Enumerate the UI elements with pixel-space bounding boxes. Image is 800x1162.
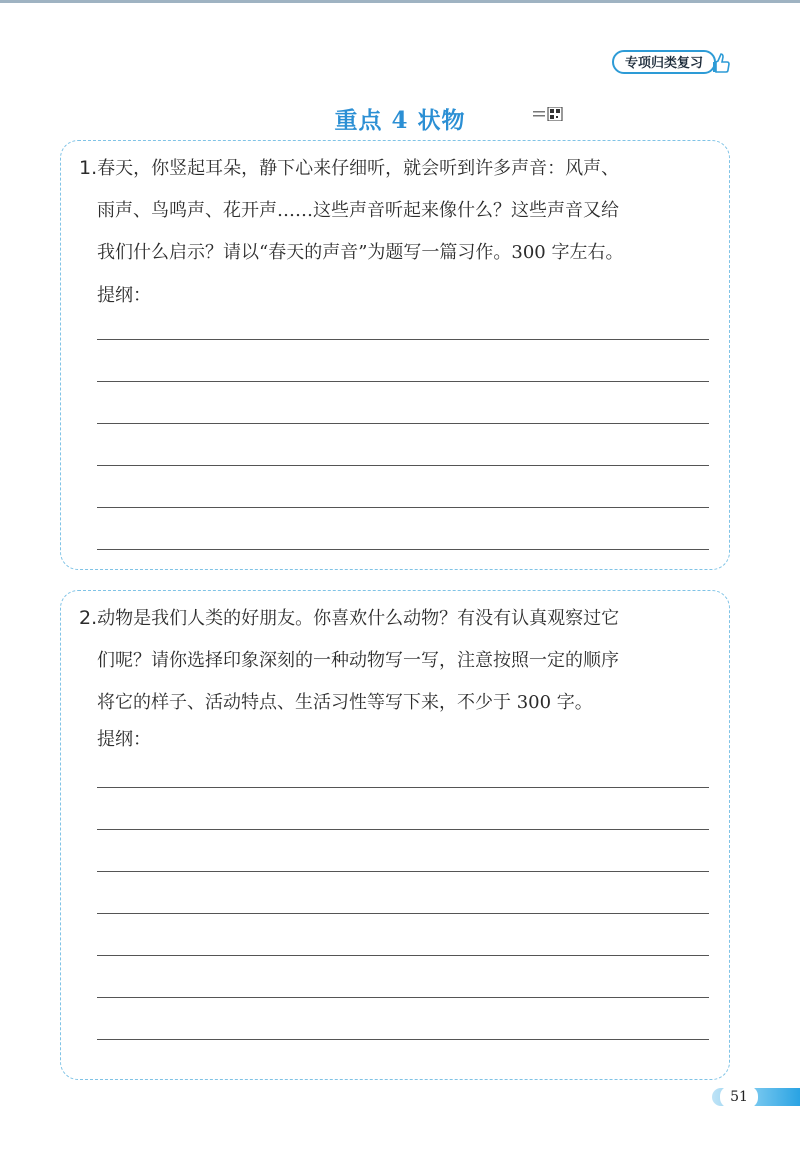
writing-line[interactable] [97,465,709,466]
question-1-outline-label: 提纲： [97,285,151,306]
writing-line[interactable] [97,339,709,340]
qr-code-icon [533,107,563,121]
writing-line[interactable] [97,549,709,550]
writing-line[interactable] [97,787,709,788]
writing-line[interactable] [97,871,709,872]
question-1-text [79,147,715,274]
question-2-box [60,590,730,1080]
question-2-line-3: 将它的样子、活动特点、生活习性等写下来，不少于 300 字。 [97,692,593,713]
section-tab: 专项归类复习 [612,50,716,74]
question-1-line-2: 雨声、鸟鸣声、花开声……这些声音听起来像什么？这些声音又给 [97,200,619,221]
writing-line[interactable] [97,829,709,830]
writing-line[interactable] [97,381,709,382]
writing-line[interactable] [97,997,709,998]
question-2-line-2: 们呢？请你选择印象深刻的一种动物写一写，注意按照一定的顺序 [97,650,619,671]
writing-line[interactable] [97,913,709,914]
question-2-line-1: 动物是我们人类的好朋友。你喜欢什么动物？有没有认真观察过它 [97,608,620,629]
question-1-box [60,140,730,570]
question-2-outline-label: 提纲： [97,729,151,750]
question-1-number: 1. [79,157,98,179]
page-number: 51 [720,1086,758,1108]
question-2-text [79,597,715,724]
writing-line[interactable] [97,507,709,508]
question-2-number: 2. [79,607,98,629]
writing-line[interactable] [97,1039,709,1040]
question-1-line-3: 我们什么启示？请以“春天的声音”为题写一篇习作。300 字左右。 [97,242,624,263]
writing-line[interactable] [97,955,709,956]
page-title: 重点 4 状物 [334,107,466,134]
writing-line[interactable] [97,423,709,424]
thumb-icon [712,52,730,74]
question-1-line [79,147,715,190]
top-edge-line [0,0,800,3]
question-1-line-1: 春天，你竖起耳朵，静下心来仔细听，就会听到许多声音：风声、 [97,158,620,179]
question-2-line [79,597,715,640]
